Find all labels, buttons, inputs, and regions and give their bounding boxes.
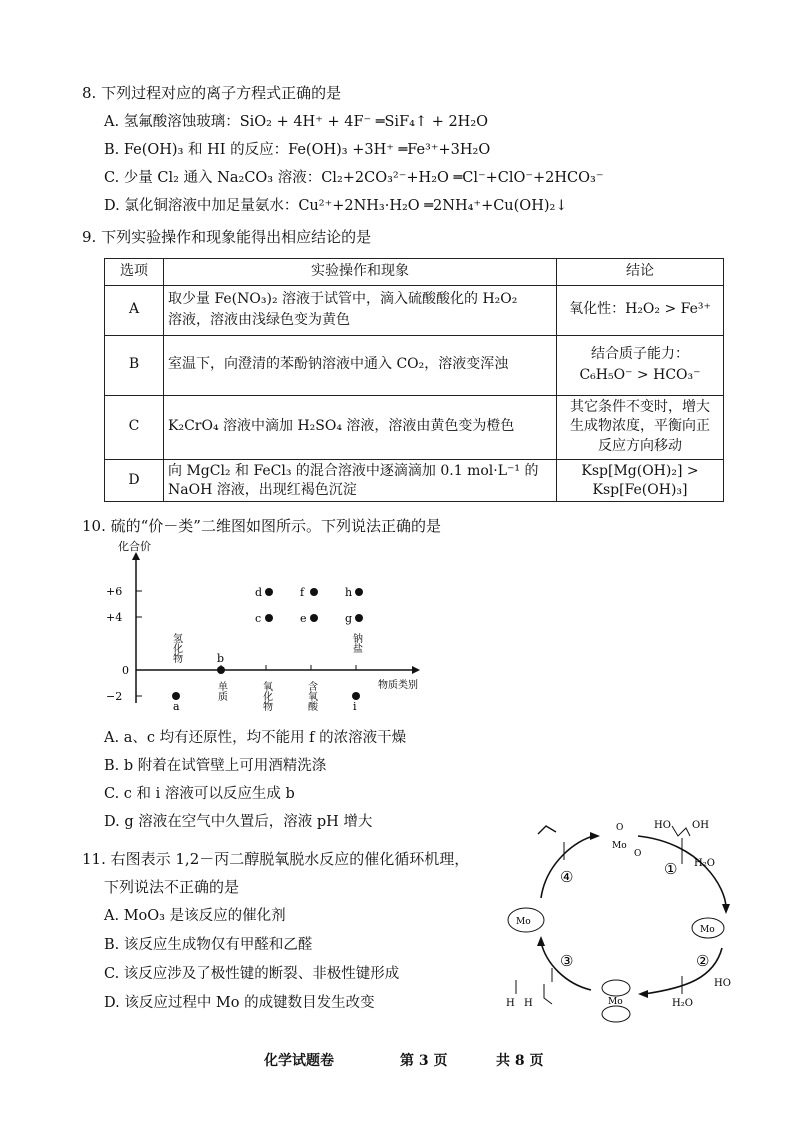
class-label-oxyacid: 含氧酸 (305, 681, 317, 711)
step-label: ③ (560, 952, 574, 970)
acetaldehyde-skeleton (544, 984, 552, 1004)
table-row (105, 335, 724, 395)
chart-point (265, 614, 273, 622)
chart-point (217, 666, 225, 674)
class-label-hydride: 氢化物 (170, 633, 182, 663)
ring-structure (602, 1006, 630, 1022)
row-operation (164, 395, 557, 459)
mo-label: Mo (612, 841, 627, 851)
mo-label: Mo (516, 917, 531, 927)
row-conclusion-line: Ksp[Fe(OH)₃] (592, 481, 688, 498)
q8-option-a: A. 氢氟酸溶蚀玻璃：SiO₂ + 4H⁺ + 4F⁻ ═SiF₄↑ + 2H₂O (104, 114, 489, 130)
chart-point-label: c (255, 612, 262, 625)
y-tick-label: +4 (106, 611, 123, 624)
chart-point-label: h (345, 586, 353, 599)
step-label: ④ (560, 868, 574, 886)
class-label-salt: 钠盐 (350, 633, 362, 653)
row-operation (164, 335, 557, 395)
q8-stem: 8. 下列过程对应的离子方程式正确的是 (82, 84, 342, 102)
step-label: ① (664, 860, 678, 878)
table-row (105, 459, 724, 502)
arrow-icon (638, 990, 648, 998)
chart-point (310, 614, 318, 622)
row-operation-line: 室温下，向澄清的苯酚钠溶液中通入 CO₂，溶液变浑浊 (168, 356, 509, 373)
row-operation-line: 取少量 Fe(NO₃)₂ 溶液于试管中，滴入硫酸酸化的 H₂O₂ (168, 290, 518, 307)
table-header-conclusion: 结论 (557, 259, 724, 286)
class-label-element: 单质 (215, 681, 227, 701)
water-label: H₂O (672, 998, 693, 1009)
row-operation-line: 溶液，溶液由浅绿色变为黄色 (168, 312, 350, 329)
chart-point (352, 692, 360, 700)
q11-option-a: A. MoO₃ 是该反应的催化剂 (104, 908, 286, 924)
row-conclusion-line: Ksp[Mg(OH)₂] > (581, 462, 699, 479)
q8-option-b: B. Fe(OH)₃ 和 HI 的反应：Fe(OH)₃ +3H⁺ ═Fe³⁺+3H₂O (104, 142, 491, 158)
y-tick-label: +6 (106, 585, 123, 598)
q10-option-d: D. g 溶液在空气中久置后，溶液 pH 增大 (104, 814, 373, 830)
chart-point-label: i (353, 700, 357, 713)
valence-class-chart (100, 538, 440, 718)
chart-point-label: g (345, 612, 353, 625)
h-label: H (506, 998, 515, 1009)
row-operation-line: K₂CrO₄ 溶液中滴加 H₂SO₄ 溶液，溶液由黄色变为橙色 (168, 418, 515, 435)
q11-stem-line1: 11. 右图表示 1,2－丙二醇脱氧脱水反应的催化循环机理， (82, 850, 470, 868)
chart-point-label: e (300, 612, 307, 625)
table-row (105, 285, 724, 335)
y-tick-label: −2 (106, 690, 123, 703)
q10-stem: 10. 硫的“价－类”二维图如图所示。下列说法正确的是 (82, 517, 441, 535)
chart-point (355, 614, 363, 622)
mo-label: Mo (608, 997, 623, 1007)
table-header-row (105, 259, 724, 286)
catalytic-cycle-diagram (486, 808, 776, 1033)
cycle-arc (541, 836, 594, 898)
y-tick-label: 0 (122, 664, 129, 677)
mo-label: Mo (700, 925, 715, 935)
q11-stem-line2: 下列说法不正确的是 (104, 878, 240, 896)
chart-point (355, 588, 363, 596)
footer-page: 第 3 页 (400, 1053, 448, 1069)
row-conclusion (557, 285, 724, 335)
hydroxyl-label: HO (654, 820, 671, 831)
table-header-operation: 实验操作和现象 (164, 259, 557, 286)
row-conclusion (557, 459, 724, 502)
table-header-option: 选项 (105, 259, 164, 286)
chart-point-label: a (173, 700, 180, 713)
q10-option-b: B. b 附着在试管壁上可用酒精洗涤 (104, 758, 327, 774)
oxygen-label: O (616, 823, 624, 833)
table-row (105, 395, 724, 459)
ring-structure (602, 980, 630, 996)
q11-option-c: C. 该反应涉及了极性键的断裂、非极性键形成 (104, 966, 400, 982)
footer-title: 化学试题卷 (264, 1053, 334, 1069)
row-conclusion-line: C₆H₅O⁻ > HCO₃⁻ (579, 367, 701, 384)
row-conclusion-line: 氧化性：H₂O₂ > Fe³⁺ (569, 301, 711, 318)
q11-option-d: D. 该反应过程中 Mo 的成键数目发生改变 (104, 995, 375, 1011)
chart-point (172, 692, 180, 700)
diol-skeleton (672, 826, 690, 836)
chart-point-label: d (255, 586, 263, 599)
chart-point-label: b (217, 652, 225, 665)
row-option: C (105, 395, 164, 459)
arrow-icon (722, 904, 730, 914)
q8-option-c: C. 少量 Cl₂ 通入 Na₂CO₃ 溶液：Cl₂+2CO₃²⁻+H₂O ═Cl⁻+ClO⁻+2HCO₃⁻ (104, 170, 604, 186)
arrow-icon (537, 936, 545, 946)
row-option: B (105, 335, 164, 395)
y-axis-arrow-icon (132, 552, 140, 560)
q10-option-c: C. c 和 i 溶液可以反应生成 b (104, 786, 295, 802)
oxygen-label: O (634, 849, 642, 859)
chart-point (265, 588, 273, 596)
row-conclusion-line: 结合质子能力： (591, 345, 689, 362)
hydroxyl-label: HO (714, 978, 731, 989)
row-option: A (105, 285, 164, 335)
row-option: D (105, 459, 164, 502)
step-label: ② (696, 952, 710, 970)
h-label: H (524, 998, 533, 1009)
q9-stem: 9. 下列实验操作和现象能得出相应结论的是 (82, 228, 372, 246)
row-operation-line: NaOH 溶液，出现红褐色沉淀 (168, 481, 357, 498)
q8-option-d: D. 氯化铜溶液中加足量氨水：Cu²⁺+2NH₃·H₂O ═2NH₄⁺+Cu(OH)₂↓ (104, 198, 568, 214)
row-conclusion (557, 335, 724, 395)
q10-option-a: A. a、c 均有还原性，均不能用 f 的浓溶液干燥 (104, 730, 407, 746)
x-axis-label: 物质类别 (378, 680, 418, 691)
q11-option-b: B. 该反应生成物仅有甲醛和乙醛 (104, 937, 313, 953)
row-conclusion-line: 其它条件不变时，增大 (570, 398, 710, 415)
footer-total: 共 8 页 (496, 1053, 544, 1069)
row-operation (164, 459, 557, 502)
y-axis-label: 化合价 (118, 540, 151, 553)
chart-point (310, 588, 318, 596)
water-label: H₂O (694, 858, 715, 869)
row-conclusion-line: 生成物浓度，平衡向正 (570, 418, 710, 435)
chart-point-label: f (300, 586, 305, 599)
hydroxyl-label: OH (692, 820, 709, 831)
arrow-icon (590, 832, 600, 840)
class-label-oxide: 氧化物 (260, 681, 272, 711)
q9-table (104, 258, 724, 502)
cycle-arc (644, 948, 722, 994)
row-conclusion-line: 反应方向移动 (598, 437, 682, 454)
row-conclusion (557, 395, 724, 459)
propene-skeleton (538, 826, 556, 834)
row-operation (164, 285, 557, 335)
x-axis-arrow-icon (412, 666, 420, 674)
row-operation-line: 向 MgCl₂ 和 FeCl₃ 的混合溶液中逐滴滴加 0.1 mol·L⁻¹ 的 (168, 462, 539, 479)
